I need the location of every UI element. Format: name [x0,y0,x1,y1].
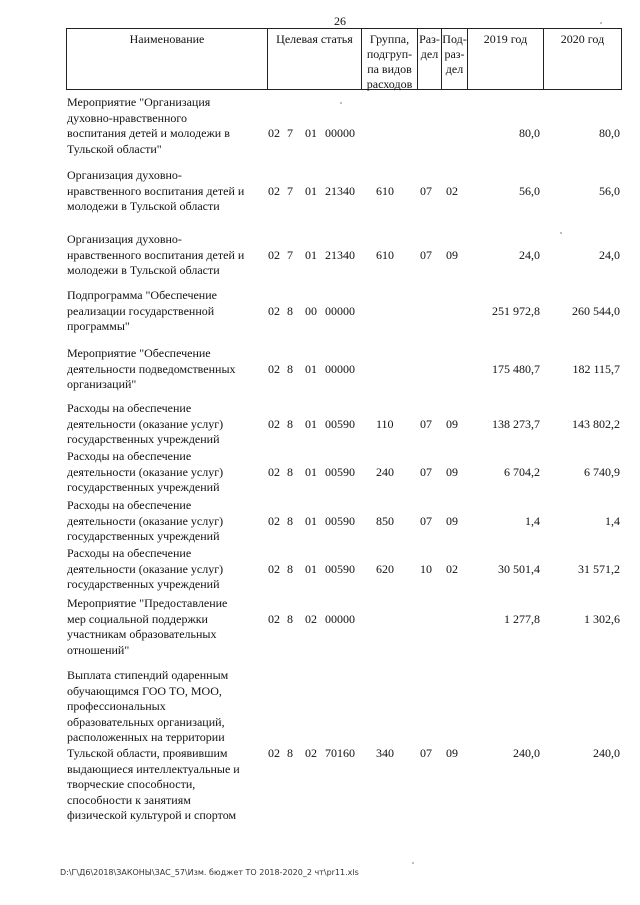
row-name [67,95,259,157]
scan-speck [340,102,342,104]
program-code: 02 [268,126,280,141]
row-name-line: расположенных на территории [67,730,225,745]
program-code: 02 [268,247,280,262]
subprogram-code: 7 [287,247,293,262]
amount-2020: 182 115,7 [572,361,620,376]
amount-2020: 80,0 [599,126,620,141]
event-code: 01 [305,513,317,528]
table-header [66,28,622,90]
amount-2019: 1 277,8 [504,611,540,626]
amount-2020: 24,0 [599,247,620,262]
row-name-line: Выплата стипендий одаренным [67,668,229,682]
row-name-line: творческие способности, [67,777,196,792]
row-name-line: организаций" [67,377,137,392]
direction-code: 00000 [325,361,355,376]
subprogram-code: 8 [287,746,293,760]
row-name-line: государственных учреждений [67,432,220,447]
expense-group: 610 [376,247,394,262]
amount-2020: 1 302,6 [584,611,620,626]
amount-2019: 1,4 [525,513,540,528]
header-year-2020: 2020 год [543,29,621,89]
program-code: 02 [268,513,280,528]
section-code: 07 [420,746,432,760]
subprogram-code: 8 [287,416,293,431]
row-name-line: программы" [67,319,130,334]
row-name-line: Мероприятие "Предоставление [67,596,228,610]
header-group-line: Группа, [369,32,410,46]
program-code: 02 [268,611,280,626]
row-name-line: Расходы на обеспечение [67,401,192,415]
row-name-line: Расходы на обеспечение [67,498,192,512]
program-code: 02 [268,416,280,431]
row-name [67,546,259,593]
header-group [361,29,417,89]
amount-2019: 6 704,2 [504,464,540,479]
event-code: 01 [305,183,317,198]
row-name-line: деятельности (оказание услуг) [67,416,224,431]
row-name-line: деятельности (оказание услуг) [67,513,224,528]
section-code: 10 [420,561,432,576]
event-code: 00 [305,303,317,318]
amount-2020: 56,0 [599,183,620,198]
header-group-line: па видов [367,62,412,76]
program-code: 02 [268,561,280,576]
file-path-footer: D:\Г\Д6\2018\ЗАКОНЫ\ЗАС_57\Изм. бюджет ТО 2018-2020_2 чт\pr11.xls [60,868,359,877]
direction-code: 00590 [325,416,355,431]
row-name [67,449,259,496]
event-code: 02 [305,746,317,760]
amount-2019: 24,0 [519,247,540,262]
amount-2020: 240,0 [593,746,620,760]
subsection-code: 09 [446,746,458,760]
header-subsection-line: раз- [444,47,465,61]
subsection-code: 09 [446,416,458,431]
row-name [67,401,259,448]
header-section-line: дел [420,47,439,61]
header-section [417,29,441,89]
row-name-line: духовно-нравственного [67,110,188,125]
row-name-line: способности к занятиям [67,792,191,807]
amount-2019: 175 480,7 [492,361,540,376]
row-name-line: Расходы на обеспечение [67,449,192,463]
program-code: 02 [268,303,280,318]
row-name-line: физической культурой и спортом [67,808,237,823]
row-name-line: Расходы на обеспечение [67,546,192,560]
row-name-line: обучающимся ГОО ТО, МОО, [67,683,222,698]
header-subsection-line: дел [445,62,464,76]
row-name-line: нравственного воспитания детей и [67,183,245,198]
event-code: 01 [305,464,317,479]
subprogram-code: 8 [287,513,293,528]
direction-code: 00590 [325,464,355,479]
amount-2019: 138 273,7 [492,416,540,431]
expense-group: 110 [376,416,394,431]
amount-2019: 56,0 [519,183,540,198]
header-target-article: Целевая статья [267,29,361,89]
header-subsection-line: Под- [442,32,467,46]
header-section-line: Раз- [419,32,440,46]
amount-2020: 1,4 [605,513,620,528]
program-code: 02 [268,464,280,479]
program-code: 02 [268,183,280,198]
row-name-line: молодежи в Тульской области [67,199,220,214]
event-code: 01 [305,416,317,431]
row-name [67,168,259,215]
scan-speck [560,232,562,234]
row-name-line: мер социальной поддержки [67,611,208,626]
subprogram-code: 8 [287,611,293,626]
direction-code: 00000 [325,303,355,318]
direction-code: 21340 [325,183,355,198]
section-code: 07 [420,513,432,528]
row-name [67,232,259,279]
row-name-line: выдающиеся интеллектуальные и [67,761,240,776]
page-number: 26 [334,14,346,28]
section-code: 07 [420,247,432,262]
subprogram-code: 8 [287,361,293,376]
program-code: 02 [268,746,280,760]
row-name-line: государственных учреждений [67,529,220,544]
section-code: 07 [420,416,432,431]
header-subsection [441,29,467,89]
scan-speck [412,862,414,864]
subsection-code: 09 [446,247,458,262]
row-name [67,498,259,545]
event-code: 01 [305,126,317,141]
direction-code: 70160 [325,746,355,760]
amount-2019: 30 501,4 [498,561,540,576]
event-code: 01 [305,361,317,376]
amount-2019: 80,0 [519,126,540,141]
row-name-line: Тульской области" [67,141,162,156]
row-name-line: нравственного воспитания детей и [67,247,245,262]
row-name-line: деятельности (оказание услуг) [67,561,224,576]
row-name-line: деятельности (оказание услуг) [67,464,224,479]
scan-speck [600,22,602,24]
subsection-code: 02 [446,183,458,198]
row-name-line: Подпрограмма "Обеспечение [67,288,217,302]
subsection-code: 09 [446,464,458,479]
subsection-code: 09 [446,513,458,528]
amount-2020: 143 802,2 [572,416,620,431]
subprogram-code: 7 [287,183,293,198]
amount-2019: 251 972,8 [492,303,540,318]
amount-2020: 260 544,0 [572,303,620,318]
row-name-line: профессиональных [67,699,166,714]
header-group-line: подгруп- [366,47,413,61]
expense-group: 340 [376,746,394,760]
header-name: Наименование [129,32,205,46]
header-year-2019: 2019 год [467,29,543,89]
row-name-line: государственных учреждений [67,480,220,495]
row-name-line: Организация духовно- [67,232,182,246]
expense-group: 610 [376,183,394,198]
subsection-code: 02 [446,561,458,576]
direction-code: 00590 [325,561,355,576]
row-name-line: реализации государственной [67,303,215,318]
subprogram-code: 7 [287,126,293,141]
event-code: 02 [305,611,317,626]
header-group-line: расходов [366,77,413,91]
amount-2020: 31 571,2 [578,561,620,576]
expense-group: 240 [376,464,394,479]
direction-code: 00590 [325,513,355,528]
row-name [67,288,259,335]
expense-group: 850 [376,513,394,528]
program-code: 02 [268,361,280,376]
row-name-line: государственных учреждений [67,577,220,592]
amount-2019: 240,0 [513,746,540,760]
event-code: 01 [305,561,317,576]
section-code: 07 [420,464,432,479]
row-name-line: отношений" [67,642,130,657]
row-name-line: Мероприятие "Организация [67,95,211,109]
direction-code: 00000 [325,611,355,626]
row-name-line: Организация духовно- [67,168,182,182]
section-code: 07 [420,183,432,198]
row-name-line: Мероприятие "Обеспечение [67,346,211,360]
row-name-line: деятельности подведомственных [67,361,236,376]
row-name-line: образовательных организаций, [67,714,225,729]
event-code: 01 [305,247,317,262]
expense-group: 620 [376,561,394,576]
direction-code: 00000 [325,126,355,141]
subprogram-code: 8 [287,464,293,479]
direction-code: 21340 [325,247,355,262]
subprogram-code: 8 [287,561,293,576]
row-name [67,668,259,824]
row-name [67,346,259,393]
row-name-line: молодежи в Тульской области [67,263,220,278]
subprogram-code: 8 [287,303,293,318]
row-name-line: Тульской области, проявившим [67,745,228,760]
amount-2020: 6 740,9 [584,464,620,479]
row-name-line: участникам образовательных [67,627,217,642]
row-name-line: воспитания детей и молодежи в [67,126,230,141]
row-name [67,596,259,658]
